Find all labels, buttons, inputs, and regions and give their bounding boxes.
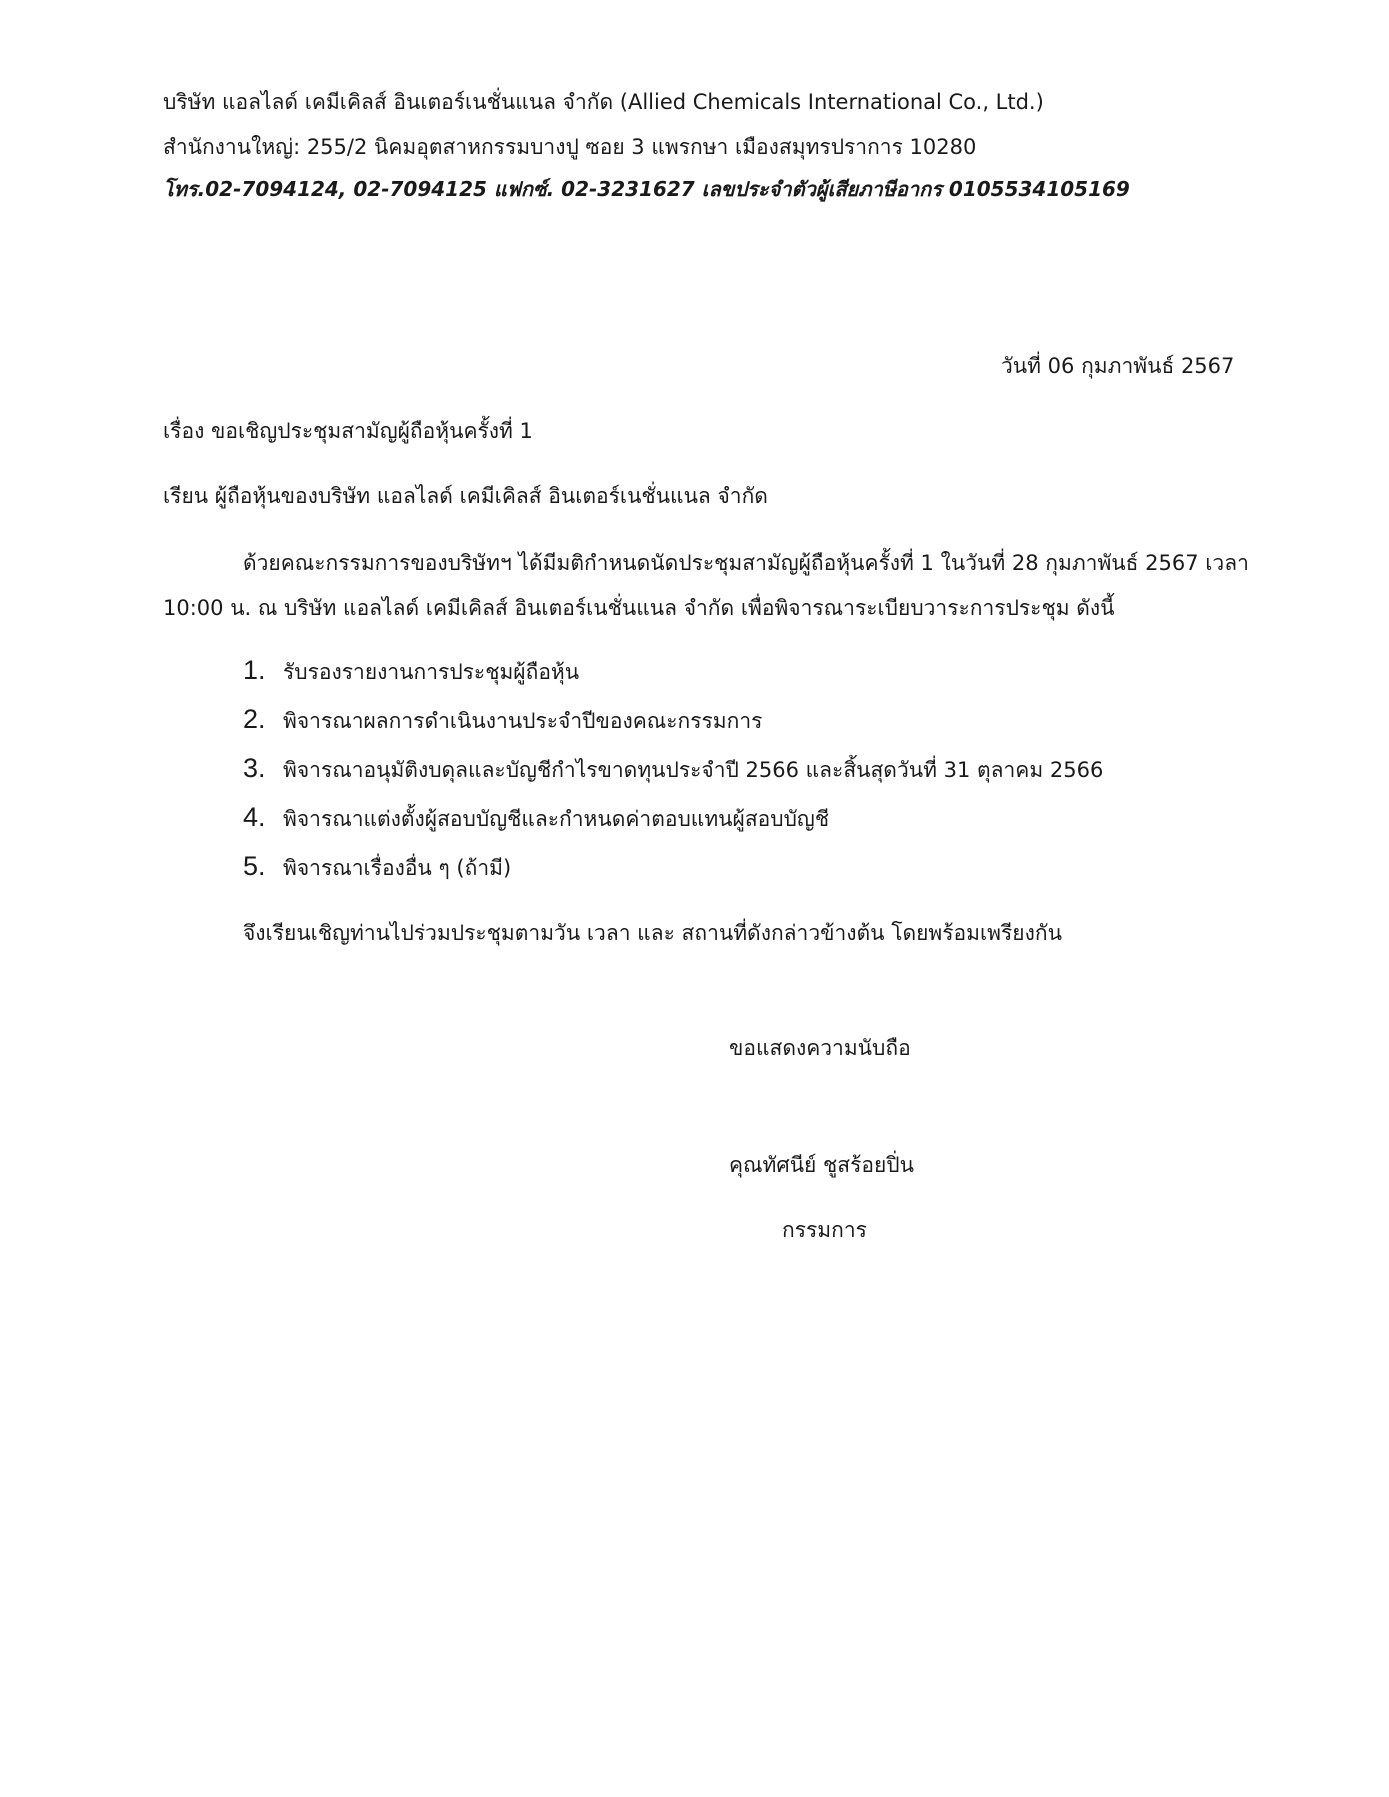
letter-date: วันที่ 06 กุมภาพันธ์ 2567: [1001, 354, 1235, 378]
agenda-item: [243, 704, 1103, 753]
agenda-item-number: 4.: [243, 802, 266, 832]
agenda-list: [243, 655, 1103, 900]
agenda-item-number: 3.: [243, 753, 266, 783]
agenda-item-text: พิจารณาผลการดำเนินงานประจำปีของคณะกรรมการ: [283, 709, 763, 733]
agenda-item: [243, 802, 1103, 851]
agenda-item-text: พิจารณาอนุมัติงบดุลและบัญชีกำไรขาดทุนประจำปี 2566 และสิ้นสุดวันที่ 31 ตุลาคม 2566: [283, 758, 1104, 782]
complimentary-close: ขอแสดงความนับถือ: [729, 1036, 911, 1060]
agenda-item: [243, 851, 1103, 900]
agenda-item-text: พิจารณาเรื่องอื่น ๆ (ถ้ามี): [283, 856, 512, 880]
closing-paragraph: จึงเรียนเชิญท่านไปร่วมประชุมตามวัน เวลา และ สถานที่ดังกล่าวข้างต้น โดยพร้อมเพรียงกัน: [243, 921, 1062, 945]
agenda-item: [243, 655, 1103, 704]
agenda-item-text: รับรองรายงานการประชุมผู้ถือหุ้น: [283, 660, 580, 684]
company-contact-line: โทร.02-7094124, 02-7094125 แฟกซ์. 02-3231627 เลขประจำตัวผู้เสียภาษีอากร 0105534105169: [163, 177, 1130, 201]
signer-name: คุณทัศนีย์ ชูสร้อยปิ่น: [729, 1153, 914, 1177]
letter-subject: เรื่อง ขอเชิญประชุมสามัญผู้ถือหุ้นครั้งที่ 1: [163, 419, 533, 443]
body-paragraph-line-1: ด้วยคณะกรรมการของบริษัทฯ ได้มีมติกำหนดนัดประชุมสามัญผู้ถือหุ้นครั้งที่ 1 ในวันที่ 28 กุมภาพันธ์ 2567 เวลา: [243, 551, 1249, 575]
company-name-line: บริษัท แอลไลด์ เคมีเคิลส์ อินเตอร์เนชั่นแนล จำกัด (Allied Chemicals International Co., Ltd.): [163, 90, 1044, 114]
company-address-line: สำนักงานใหญ่: 255/2 นิคมอุตสาหกรรมบางปู ซอย 3 แพรกษา เมืองสมุทรปราการ 10280: [163, 135, 977, 159]
agenda-item-number: 2.: [243, 704, 266, 734]
agenda-item-number: 1.: [243, 655, 266, 685]
letter-salutation: เรียน ผู้ถือหุ้นของบริษัท แอลไลด์ เคมีเคิลส์ อินเตอร์เนชั่นแนล จำกัด: [163, 484, 768, 508]
agenda-item-text: พิจารณาแต่งตั้งผู้สอบบัญชีและกำหนดค่าตอบแทนผู้สอบบัญชี: [283, 807, 830, 831]
signer-position: กรรมการ: [782, 1218, 867, 1242]
agenda-item-number: 5.: [243, 851, 266, 881]
body-paragraph-line-2: 10:00 น. ณ บริษัท แอลไลด์ เคมีเคิลส์ อินเตอร์เนชั่นแนล จำกัด เพื่อพิจารณาระเบียบวาระการประชุม ดังนี้: [163, 596, 1115, 620]
agenda-item: [243, 753, 1103, 802]
